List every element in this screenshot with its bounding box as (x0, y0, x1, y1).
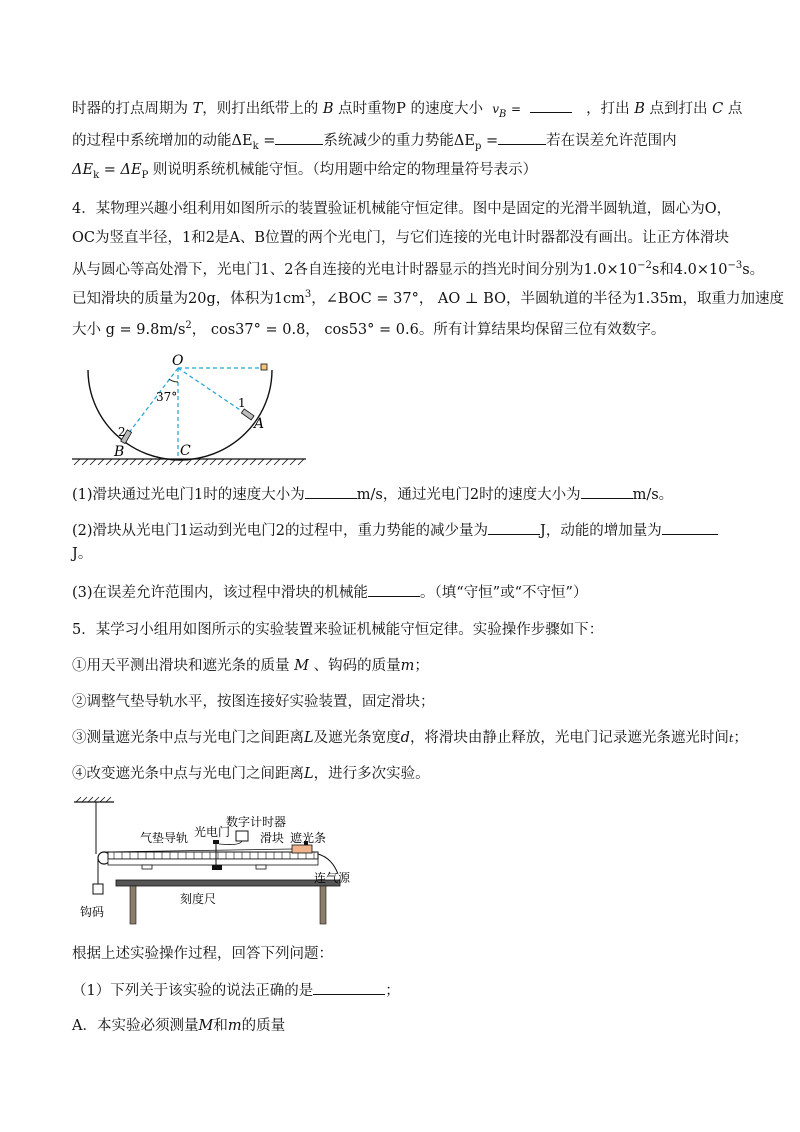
q4-line-1: 4．某物理兴趣小组利用如图所示的装置验证机械能守恒定律。图中是固定的光滑半圆轨道，圆心为O， (72, 201, 732, 217)
photogate-1 (241, 409, 254, 420)
q4-line-4: 已知滑块的质量为20g，体积为$1cm^3$，∠BOC = 37°， AO ⊥ BO，半圆轨道的半径为1.35m，取重力加速度 (72, 289, 784, 307)
blank-v1[interactable] (305, 484, 357, 499)
slider-block (261, 364, 267, 370)
q5-step-1: ①用天平测出滑块和遮光条的质量 M 、钩码的质量m； (72, 658, 429, 674)
table-top (116, 880, 340, 886)
q4-part-3: (3)在误差允许范围内，该过程中滑块的机械能 。（填“守恒”或“不守恒”） (72, 582, 587, 603)
blank-vb[interactable] (530, 98, 572, 113)
q5-step-2: ②调整气垫导轨水平，按图连接好实验装置，固定滑块； (72, 694, 435, 710)
q4-line-3: 从与圆心等高处滑下，光电门1、2各自连接的光电计时器显示的挡光时间分别为$1.0\times 10^{-2}s$和$4.0\times 10^{-3}s$。 (72, 260, 765, 278)
angle-arc (169, 379, 178, 382)
label-timer: 数字计时器 (226, 815, 287, 829)
q4-line-5: 大小 $g = 9.8m/s^2$， cos37° = 0.8， cos53° = 0.6。所有计算结果均保留三位有效数字。 (72, 320, 666, 338)
hook-weight (93, 884, 103, 894)
blank-q5-1[interactable] (313, 980, 385, 995)
q5-step-4: ④改变遮光条中点与光电门之间距离L，进行多次实验。 (72, 766, 430, 782)
label-air-source: 连气源 (314, 871, 351, 885)
ceiling-hatch (76, 797, 111, 802)
label-A: A (254, 416, 265, 432)
q4-part-1: (1)滑块通过光电门1时的速度大小为 m/s，通过光电门2时的速度大小为 m/s。 (72, 484, 673, 505)
blank-ep[interactable] (498, 130, 546, 145)
blank-ep-loss[interactable] (488, 520, 540, 535)
table-leg-right (320, 886, 326, 924)
q3-line-3: $\Delta E_k = \Delta E_P$ 则说明系统机械能守恒。（均用题中给定的物理量符号表示） (72, 162, 538, 181)
q4-line-2: OC为竖直半径，1和2是A、B位置的两个光电门，与它们连接的光电计时器都没有画出。让正方体滑块 (72, 230, 730, 246)
label-slider: 滑块 (260, 831, 285, 845)
label-ruler: 刻度尺 (180, 892, 217, 906)
label-weight: 钩码 (80, 905, 105, 919)
q3-line-1: 时器的打点周期为 T，则打出纸带上的 B 点时重物P 的速度大小 $v_B$ = ，打出 B 点到打出 C 点 (72, 98, 742, 125)
air-track-rail (108, 852, 318, 859)
label-C: C (180, 443, 191, 459)
label-gate: 光电门 (194, 825, 231, 839)
scale-ruler (108, 859, 318, 865)
dashed-radii (125, 368, 265, 456)
table-leg-left (130, 886, 136, 924)
slider-block (292, 845, 312, 853)
q5-line-1: 5．某学习小组用如图所示的实验装置来验证机械能守恒定律。实验操作步骤如下： (72, 622, 604, 638)
q4-part-2-unit: J。 (72, 546, 93, 562)
semicircle-track-figure (70, 348, 310, 468)
label-angle: 37° (156, 390, 178, 404)
blank-conserved[interactable] (368, 582, 420, 597)
label-rail: 气垫导轨 (140, 831, 189, 845)
q4-part-2: (2)滑块从光电门1运动到光电门2的过程中，重力势能的减少量为 J，动能的增加量为 (72, 520, 718, 541)
timer-cable (219, 841, 242, 845)
blank-ek[interactable] (275, 130, 323, 145)
digital-timer (236, 831, 248, 841)
label-O: O (172, 353, 184, 369)
q3-line-2: 的过程中系统增加的动能$\Delta E_k$ = 系统减少的重力势能$\Delta E_p$ = 若在误差允许范围内 (72, 130, 677, 157)
label-1: 1 (238, 396, 246, 410)
blank-ek-gain[interactable] (662, 520, 718, 535)
label-2: 2 (118, 425, 126, 439)
air-track-figure (70, 796, 370, 928)
q5-step-3: ③测量遮光条中点与光电门之间距离L及遮光条宽度d，将滑块由静止释放，光电门记录遮光条遮光时间t； (72, 730, 748, 746)
label-strip: 遮光条 (290, 831, 327, 845)
q5-option-a: A．本实验必须测量M和m的质量 (72, 1018, 286, 1034)
label-B: B (114, 444, 125, 460)
blank-v2[interactable] (581, 484, 633, 499)
q5-after-figure: 根据上述实验操作过程，回答下列问题： (72, 946, 333, 962)
q5-part-1: （1）下列关于该实验的说法正确的是 ； (72, 980, 400, 1001)
